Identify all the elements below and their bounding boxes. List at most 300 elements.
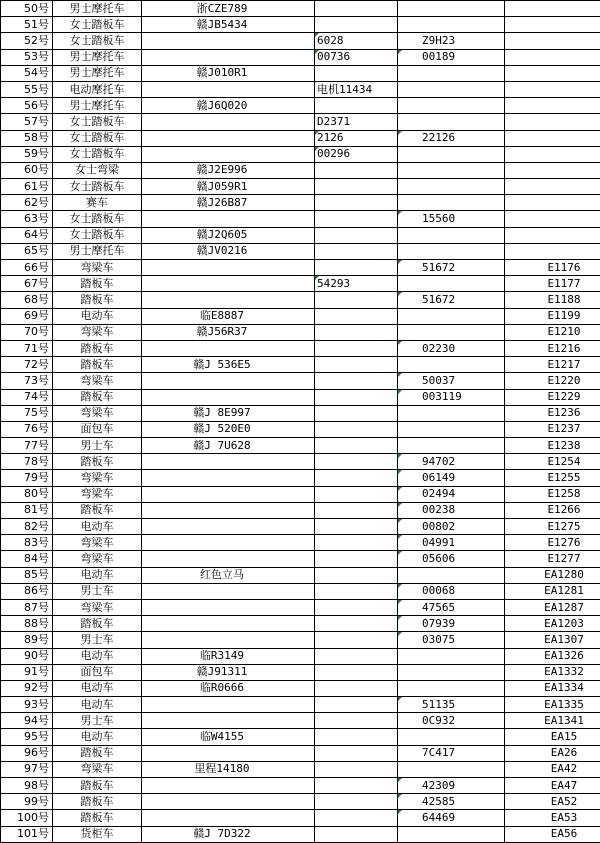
vehicle-type-cell: 踏板车 — [53, 292, 142, 308]
record-code-cell: E1216 — [505, 340, 600, 356]
vehicle-type-cell: 弯梁车 — [53, 373, 142, 389]
record-code-cell: E1199 — [505, 308, 600, 324]
plate-number-text: 赣J2E996 — [197, 163, 260, 177]
plate-number-cell — [142, 438, 315, 454]
engine-number-cell — [315, 583, 398, 599]
plate-number-cell — [142, 357, 315, 373]
engine-number-cell: 电机11434 — [315, 81, 398, 97]
row-number-cell: 66号 — [1, 260, 53, 276]
table-row — [1, 599, 600, 615]
plate-number-cell — [142, 535, 315, 551]
plate-number-text: 赣J56R37 — [197, 325, 260, 339]
row-number-cell: 80号 — [1, 486, 53, 502]
table-row — [1, 211, 600, 227]
plate-number-cell — [142, 680, 315, 696]
table-row — [1, 130, 600, 146]
plate-number-cell — [142, 260, 315, 276]
row-number-cell: 79号 — [1, 470, 53, 486]
engine-number-cell — [315, 260, 398, 276]
plate-number-text: 里程14180 — [194, 762, 261, 776]
table-row — [1, 292, 600, 308]
table-row — [1, 664, 600, 680]
record-code-cell: EA1307 — [505, 632, 600, 648]
row-number-cell: 81号 — [1, 502, 53, 518]
row-number-cell: 70号 — [1, 324, 53, 340]
plate-number-text: 赣JV0216 — [197, 244, 260, 258]
plate-number-cell — [142, 470, 315, 486]
plate-number-cell — [142, 340, 315, 356]
engine-number-cell: 00296 — [315, 146, 398, 162]
row-number-cell: 57号 — [1, 114, 53, 130]
table-row — [1, 162, 600, 178]
row-number-cell: 94号 — [1, 713, 53, 729]
engine-number-cell — [315, 599, 398, 615]
frame-number-cell: 47565 — [398, 599, 505, 615]
frame-number-cell: 51672 — [398, 260, 505, 276]
plate-number-text: 赣J010R1 — [197, 66, 260, 80]
engine-number-cell: 6028 — [315, 33, 398, 49]
record-code-cell: E1188 — [505, 292, 600, 308]
plate-number-text: 赣J 520E0 — [193, 422, 262, 436]
vehicle-type-cell: 踏板车 — [53, 810, 142, 826]
table-row — [1, 745, 600, 761]
table-row — [1, 260, 600, 276]
vehicle-type-cell: 弯梁车 — [53, 486, 142, 502]
vehicle-type-cell: 踏板车 — [53, 616, 142, 632]
table-row — [1, 486, 600, 502]
plate-number-cell — [142, 421, 315, 437]
frame-number-cell — [398, 357, 505, 373]
table-row — [1, 616, 600, 632]
engine-number-cell — [315, 1, 398, 17]
plate-number-cell — [142, 130, 315, 146]
vehicle-type-cell: 男士车 — [53, 583, 142, 599]
table-row — [1, 243, 600, 259]
record-code-cell: E1277 — [505, 551, 600, 567]
record-code-cell: E1229 — [505, 389, 600, 405]
frame-number-cell: 64469 — [398, 810, 505, 826]
frame-number-cell: 02230 — [398, 340, 505, 356]
frame-number-cell — [398, 276, 505, 292]
plate-number-cell — [142, 17, 315, 33]
frame-number-cell: 00068 — [398, 583, 505, 599]
engine-number-cell — [315, 697, 398, 713]
engine-number-cell — [315, 551, 398, 567]
vehicle-type-cell: 电动车 — [53, 697, 142, 713]
frame-number-cell: 22126 — [398, 130, 505, 146]
plate-number-text: 红色立马 — [200, 568, 256, 582]
plate-number-cell — [142, 276, 315, 292]
plate-number-cell — [142, 810, 315, 826]
engine-number-cell — [315, 405, 398, 421]
vehicle-type-cell: 弯梁车 — [53, 405, 142, 421]
row-number-cell: 75号 — [1, 405, 53, 421]
plate-number-cell — [142, 502, 315, 518]
row-number-cell: 91号 — [1, 664, 53, 680]
frame-number-cell — [398, 421, 505, 437]
record-code-cell: EA1334 — [505, 680, 600, 696]
plate-number-cell — [142, 599, 315, 615]
record-code-cell — [505, 243, 600, 259]
frame-number-cell — [398, 664, 505, 680]
row-number-cell: 95号 — [1, 729, 53, 745]
row-number-cell: 52号 — [1, 33, 53, 49]
plate-number-cell — [142, 179, 315, 195]
row-number-cell: 54号 — [1, 65, 53, 81]
engine-number-cell — [315, 502, 398, 518]
vehicle-type-cell: 电动车 — [53, 519, 142, 535]
table-row — [1, 567, 600, 583]
frame-number-cell — [398, 826, 505, 842]
table-row — [1, 794, 600, 810]
plate-number-cell — [142, 761, 315, 777]
table-row — [1, 389, 600, 405]
frame-number-cell: 94702 — [398, 454, 505, 470]
frame-number-cell — [398, 81, 505, 97]
table-row — [1, 324, 600, 340]
table-row — [1, 17, 600, 33]
vehicle-type-cell: 踏板车 — [53, 389, 142, 405]
row-number-cell: 71号 — [1, 340, 53, 356]
row-number-cell: 61号 — [1, 179, 53, 195]
frame-number-cell: 003119 — [398, 389, 505, 405]
frame-number-cell: 15560 — [398, 211, 505, 227]
vehicle-type-cell: 男士摩托车 — [53, 49, 142, 65]
plate-number-cell — [142, 195, 315, 211]
table-row — [1, 583, 600, 599]
plate-number-text: 赣J91311 — [197, 665, 260, 679]
record-code-cell: EA1341 — [505, 713, 600, 729]
row-number-cell: 98号 — [1, 778, 53, 794]
plate-number-cell — [142, 292, 315, 308]
table-row — [1, 357, 600, 373]
record-code-cell: EA26 — [505, 745, 600, 761]
vehicle-type-cell: 弯梁车 — [53, 324, 142, 340]
frame-number-cell: Z9H23 — [398, 33, 505, 49]
table-row — [1, 33, 600, 49]
frame-number-cell — [398, 405, 505, 421]
row-number-cell: 100号 — [1, 810, 53, 826]
record-code-cell: E1220 — [505, 373, 600, 389]
table-row — [1, 227, 600, 243]
vehicle-table-body — [1, 1, 600, 843]
record-code-cell: E1176 — [505, 260, 600, 276]
row-number-cell: 53号 — [1, 49, 53, 65]
table-row — [1, 405, 600, 421]
vehicle-type-cell: 踏板车 — [53, 340, 142, 356]
record-code-cell: E1254 — [505, 454, 600, 470]
frame-number-cell — [398, 227, 505, 243]
plate-number-cell — [142, 519, 315, 535]
vehicle-type-cell: 弯梁车 — [53, 535, 142, 551]
record-code-cell — [505, 179, 600, 195]
record-code-cell: EA47 — [505, 778, 600, 794]
table-row — [1, 697, 600, 713]
frame-number-cell: 03075 — [398, 632, 505, 648]
vehicle-type-cell: 男士车 — [53, 632, 142, 648]
row-number-cell: 50号 — [1, 1, 53, 17]
plate-number-cell — [142, 745, 315, 761]
record-code-cell — [505, 114, 600, 130]
plate-number-cell — [142, 65, 315, 81]
plate-number-text: 赣J6Q020 — [197, 99, 260, 113]
engine-number-cell — [315, 389, 398, 405]
engine-number-cell — [315, 211, 398, 227]
row-number-cell: 51号 — [1, 17, 53, 33]
engine-number-cell — [315, 778, 398, 794]
vehicle-type-cell: 踏板车 — [53, 454, 142, 470]
frame-number-cell — [398, 729, 505, 745]
record-code-cell: EA1335 — [505, 697, 600, 713]
engine-number-cell: 54293 — [315, 276, 398, 292]
row-number-cell: 87号 — [1, 599, 53, 615]
engine-number-cell — [315, 810, 398, 826]
engine-number-cell — [315, 243, 398, 259]
frame-number-cell — [398, 162, 505, 178]
record-code-cell: E1238 — [505, 438, 600, 454]
plate-number-cell — [142, 729, 315, 745]
engine-number-cell — [315, 162, 398, 178]
plate-number-cell — [142, 567, 315, 583]
vehicle-type-cell: 女士踏板车 — [53, 227, 142, 243]
vehicle-type-cell: 男士摩托车 — [53, 65, 142, 81]
frame-number-cell — [398, 114, 505, 130]
record-code-cell: E1210 — [505, 324, 600, 340]
plate-number-text: 赣J 8E997 — [193, 406, 262, 420]
record-code-cell — [505, 49, 600, 65]
engine-number-cell: 2126 — [315, 130, 398, 146]
record-code-cell — [505, 211, 600, 227]
plate-number-text: 赣J059R1 — [197, 180, 260, 194]
engine-number-cell — [315, 713, 398, 729]
record-code-cell — [505, 81, 600, 97]
plate-number-text: 赣J 7D322 — [193, 827, 262, 841]
record-code-cell: E1275 — [505, 519, 600, 535]
vehicle-type-cell: 电动车 — [53, 648, 142, 664]
table-row — [1, 438, 600, 454]
plate-number-cell — [142, 308, 315, 324]
vehicle-type-cell: 男士车 — [53, 713, 142, 729]
plate-number-cell — [142, 227, 315, 243]
row-number-cell: 83号 — [1, 535, 53, 551]
row-number-cell: 69号 — [1, 308, 53, 324]
frame-number-cell — [398, 146, 505, 162]
frame-number-cell: 0C932 — [398, 713, 505, 729]
plate-number-cell — [142, 794, 315, 810]
engine-number-cell — [315, 535, 398, 551]
plate-number-cell — [142, 98, 315, 114]
table-row — [1, 146, 600, 162]
frame-number-cell: 42309 — [398, 778, 505, 794]
table-row — [1, 81, 600, 97]
engine-number-cell: D2371 — [315, 114, 398, 130]
plate-number-cell — [142, 1, 315, 17]
row-number-cell: 96号 — [1, 745, 53, 761]
table-row — [1, 470, 600, 486]
row-number-cell: 77号 — [1, 438, 53, 454]
plate-number-text: 赣J 536E5 — [193, 358, 262, 372]
row-number-cell: 99号 — [1, 794, 53, 810]
vehicle-type-cell: 电动车 — [53, 680, 142, 696]
row-number-cell: 89号 — [1, 632, 53, 648]
row-number-cell: 63号 — [1, 211, 53, 227]
record-code-cell: E1266 — [505, 502, 600, 518]
plate-number-text: 赣J2Q605 — [197, 228, 260, 242]
table-row — [1, 632, 600, 648]
record-code-cell: E1258 — [505, 486, 600, 502]
frame-number-cell: 07939 — [398, 616, 505, 632]
record-code-cell: EA53 — [505, 810, 600, 826]
engine-number-cell — [315, 373, 398, 389]
vehicle-type-cell: 踏板车 — [53, 502, 142, 518]
engine-number-cell — [315, 745, 398, 761]
engine-number-cell — [315, 454, 398, 470]
row-number-cell: 86号 — [1, 583, 53, 599]
frame-number-cell: 05606 — [398, 551, 505, 567]
frame-number-cell — [398, 761, 505, 777]
engine-number-cell — [315, 519, 398, 535]
frame-number-cell — [398, 1, 505, 17]
frame-number-cell: 7C417 — [398, 745, 505, 761]
plate-number-text: 赣J 7U628 — [193, 439, 262, 453]
engine-number-cell — [315, 98, 398, 114]
engine-number-cell — [315, 438, 398, 454]
vehicle-type-cell: 电动车 — [53, 567, 142, 583]
vehicle-type-cell: 女士踏板车 — [53, 17, 142, 33]
engine-number-cell — [315, 664, 398, 680]
plate-number-text: 赣J26B87 — [197, 196, 260, 210]
vehicle-type-cell: 女士弯梁 — [53, 162, 142, 178]
record-code-cell — [505, 98, 600, 114]
engine-number-cell — [315, 794, 398, 810]
plate-number-text: 临W4155 — [200, 730, 256, 744]
engine-number-cell — [315, 680, 398, 696]
table-row — [1, 195, 600, 211]
row-number-cell: 55号 — [1, 81, 53, 97]
frame-number-cell: 00238 — [398, 502, 505, 518]
table-row — [1, 826, 600, 842]
engine-number-cell — [315, 340, 398, 356]
plate-number-cell — [142, 486, 315, 502]
vehicle-type-cell: 男士摩托车 — [53, 1, 142, 17]
plate-number-text: 临R0666 — [200, 681, 256, 695]
row-number-cell: 62号 — [1, 195, 53, 211]
table-row — [1, 761, 600, 777]
plate-number-cell — [142, 826, 315, 842]
record-code-cell: EA1326 — [505, 648, 600, 664]
vehicle-type-cell: 踏板车 — [53, 276, 142, 292]
engine-number-cell — [315, 632, 398, 648]
row-number-cell: 88号 — [1, 616, 53, 632]
engine-number-cell — [315, 357, 398, 373]
plate-number-text: 浙CZE789 — [197, 2, 260, 16]
vehicle-type-cell: 女士踏板车 — [53, 211, 142, 227]
record-code-cell: E1237 — [505, 421, 600, 437]
vehicle-type-cell: 电动车 — [53, 729, 142, 745]
table-row — [1, 778, 600, 794]
frame-number-cell — [398, 179, 505, 195]
record-code-cell — [505, 195, 600, 211]
record-code-cell: E1177 — [505, 276, 600, 292]
plate-number-cell — [142, 114, 315, 130]
plate-number-cell — [142, 49, 315, 65]
vehicle-type-cell: 电动车 — [53, 308, 142, 324]
record-code-cell — [505, 17, 600, 33]
plate-number-cell — [142, 162, 315, 178]
record-code-cell: E1217 — [505, 357, 600, 373]
frame-number-cell — [398, 438, 505, 454]
row-number-cell: 59号 — [1, 146, 53, 162]
plate-number-cell — [142, 373, 315, 389]
vehicle-type-cell: 面包车 — [53, 421, 142, 437]
vehicle-type-cell: 女士踏板车 — [53, 179, 142, 195]
frame-number-cell — [398, 98, 505, 114]
plate-number-cell — [142, 664, 315, 680]
record-code-cell — [505, 65, 600, 81]
plate-number-cell — [142, 405, 315, 421]
plate-number-text: 临R3149 — [200, 649, 256, 663]
frame-number-cell — [398, 17, 505, 33]
row-number-cell: 76号 — [1, 421, 53, 437]
vehicle-type-cell: 弯梁车 — [53, 260, 142, 276]
record-code-cell: EA52 — [505, 794, 600, 810]
vehicle-type-cell: 弯梁车 — [53, 470, 142, 486]
row-number-cell: 85号 — [1, 567, 53, 583]
plate-number-cell — [142, 243, 315, 259]
record-code-cell: E1255 — [505, 470, 600, 486]
record-code-cell — [505, 227, 600, 243]
engine-number-cell — [315, 486, 398, 502]
frame-number-cell: 00189 — [398, 49, 505, 65]
table-row — [1, 49, 600, 65]
frame-number-cell: 42585 — [398, 794, 505, 810]
engine-number-cell — [315, 567, 398, 583]
engine-number-cell — [315, 648, 398, 664]
row-number-cell: 84号 — [1, 551, 53, 567]
plate-number-cell — [142, 33, 315, 49]
row-number-cell: 67号 — [1, 276, 53, 292]
vehicle-type-cell: 踏板车 — [53, 357, 142, 373]
plate-number-cell — [142, 324, 315, 340]
frame-number-cell — [398, 567, 505, 583]
plate-number-cell — [142, 389, 315, 405]
record-code-cell: EA56 — [505, 826, 600, 842]
engine-number-cell — [315, 17, 398, 33]
engine-number-cell: 00736 — [315, 49, 398, 65]
engine-number-cell — [315, 308, 398, 324]
plate-number-cell — [142, 146, 315, 162]
plate-number-text: 赣JB5434 — [197, 18, 260, 32]
row-number-cell: 56号 — [1, 98, 53, 114]
record-code-cell: E1276 — [505, 535, 600, 551]
vehicle-type-cell: 女士踏板车 — [53, 146, 142, 162]
frame-number-cell: 51135 — [398, 697, 505, 713]
frame-number-cell — [398, 680, 505, 696]
engine-number-cell — [315, 761, 398, 777]
plate-number-cell — [142, 454, 315, 470]
vehicle-type-cell: 弯梁车 — [53, 599, 142, 615]
frame-number-cell: 04991 — [398, 535, 505, 551]
row-number-cell: 74号 — [1, 389, 53, 405]
plate-number-cell — [142, 81, 315, 97]
table-row — [1, 551, 600, 567]
plate-number-cell — [142, 551, 315, 567]
table-row — [1, 114, 600, 130]
table-row — [1, 535, 600, 551]
row-number-cell: 60号 — [1, 162, 53, 178]
row-number-cell: 73号 — [1, 373, 53, 389]
plate-number-cell — [142, 778, 315, 794]
